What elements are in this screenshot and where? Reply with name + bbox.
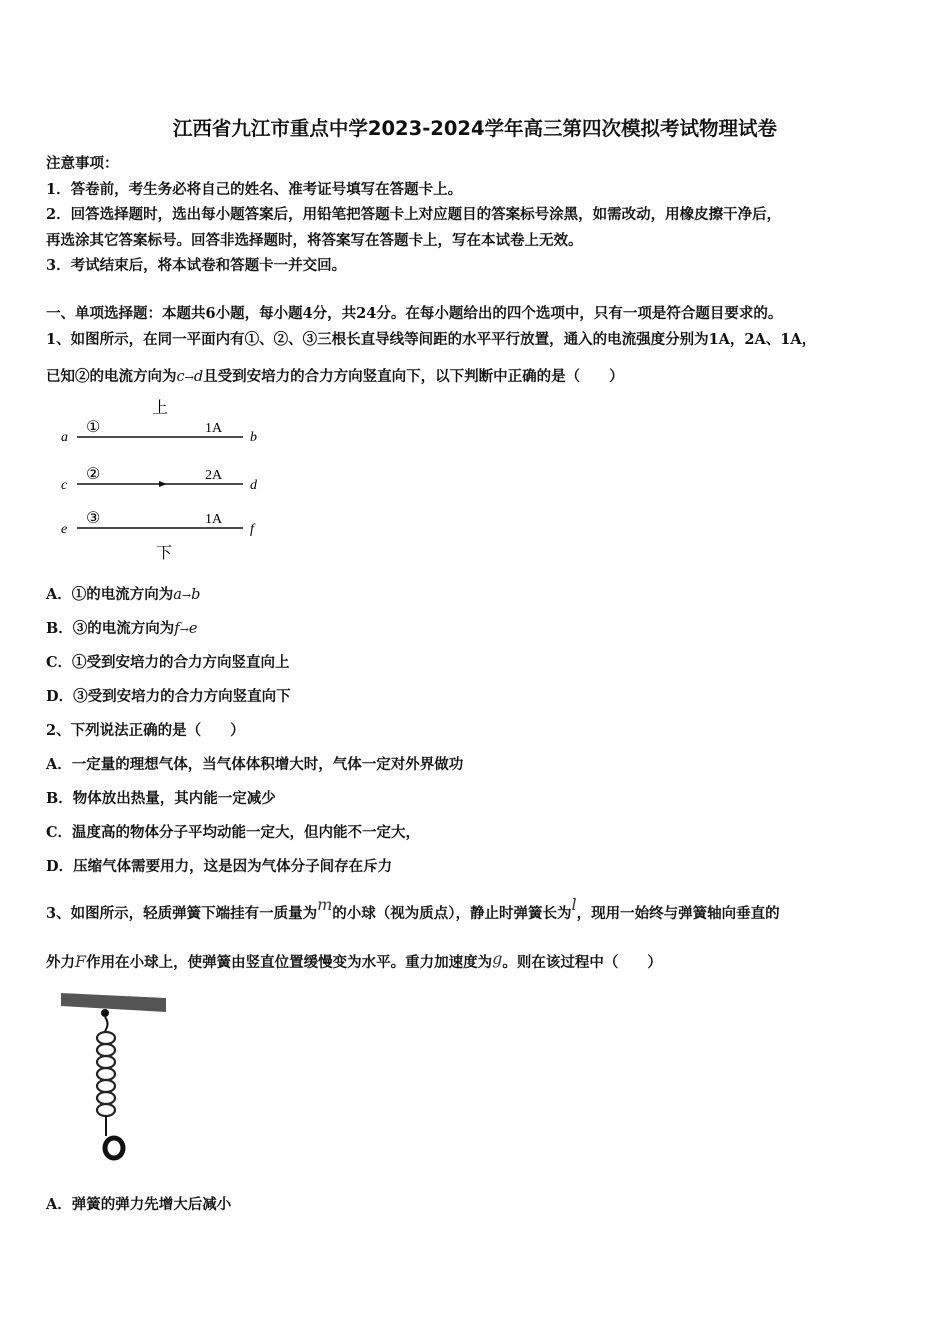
q3-option-a[interactable]: A．弹簧的弹力先增大后减小: [46, 1196, 232, 1213]
q2-option-d[interactable]: D．压缩气体需要用力，这是因为气体分子间存在斥力: [46, 858, 393, 875]
q3-var-g: g: [492, 949, 503, 968]
q1-option-a-arrow: →: [181, 589, 192, 602]
notice-item-2: 2．回答选择题时，选出每小题答案后，用铅笔把答题卡上对应题目的答案标号涂黑，如需改动，用橡皮擦干净后，: [46, 206, 782, 223]
q1-option-a-text: A．①的电流方向为: [46, 586, 174, 603]
q1-stem-line2: [46, 365, 624, 386]
q3-stem-line1: [46, 895, 780, 923]
q1-arrow: →: [184, 371, 194, 384]
wire3-left-label: e: [61, 522, 68, 537]
q1-option-b-arrow: →: [179, 623, 189, 636]
q2-option-a[interactable]: A．一定量的理想气体，当气体体积增大时，气体一定对外界做功: [46, 756, 464, 773]
q1-option-a-var1: a: [173, 587, 182, 603]
q2-option-c[interactable]: C．温度高的物体分子平均动能一定大，但内能不一定大，: [46, 824, 421, 841]
q1-wire-figure: [55, 395, 275, 565]
figure-label-top: 上: [152, 400, 169, 417]
q1-option-a-var2: b: [191, 587, 201, 603]
q1-option-b-var2: e: [188, 621, 198, 637]
q3-text-e: 作用在小球上，使弹簧由竖直位置缓慢变为水平。重力加速度为: [86, 954, 493, 971]
q3-text-c: ，现用一始终与弹簧轴向垂直的: [576, 905, 780, 922]
q1-option-c[interactable]: C．①受到安培力的合力方向竖直向上: [46, 654, 290, 671]
wire1-number: ①: [86, 419, 101, 436]
notice-item-1: 1．答卷前，考生务必将自己的姓名、准考证号填写在答题卡上。: [46, 181, 463, 198]
wire1-left-label: a: [61, 430, 68, 445]
q1-var-d: d: [193, 369, 204, 385]
notice-item-3: 3．考试结束后，将本试卷和答题卡一并交回。: [46, 257, 347, 274]
q2-option-b[interactable]: B．物体放出热量，其内能一定减少: [46, 790, 276, 807]
q1-option-a[interactable]: [46, 583, 200, 604]
spring-top: [105, 1017, 108, 1031]
q3-text-a: 3、如图所示，轻质弹簧下端挂有一质量为: [46, 905, 318, 922]
wire2-right-label: d: [250, 478, 257, 493]
notice-heading: 注意事项：: [46, 155, 119, 172]
wire2-current: 2A: [205, 468, 223, 483]
spring-coils: [97, 1032, 115, 1116]
wire3-right-label: f: [250, 522, 254, 537]
q1-stem-text-a: 已知②的电流方向为: [46, 368, 177, 385]
q3-text-b: 的小球（视为质点），静止时弹簧长为: [332, 905, 572, 922]
ball: [105, 1138, 123, 1158]
spring-hook: [101, 1009, 109, 1017]
ceiling-bar: [61, 993, 166, 1012]
q1-var-c: c: [176, 369, 185, 385]
q3-text-f: 。则在该过程中（ ）: [502, 954, 662, 971]
q3-stem-line2: [46, 951, 662, 972]
wire1-right-label: b: [250, 430, 257, 445]
wire2-direction-arrow: [159, 481, 167, 487]
q3-spring-figure: [58, 990, 173, 1165]
q2-stem: 2、下列说法正确的是（ ）: [46, 722, 245, 739]
notice-item-2-cont: 再选涂其它答案标号。回答非选择题时，将答案写在答题卡上，写在本试卷上无效。: [46, 232, 583, 249]
q1-stem-line1: 1、如图所示，在同一平面内有①、②、③三根长直导线等间距的水平平行放置，通入的电流强度分别为1A，2A、1A，: [46, 331, 817, 348]
wire3-number: ③: [86, 510, 101, 527]
q3-var-m: m: [317, 895, 333, 914]
q1-stem-text-b: 且受到安培力的合力方向竖直向下，以下判断中正确的是（ ）: [203, 368, 624, 385]
q3-var-l: l: [571, 895, 577, 914]
wire3-current: 1A: [205, 512, 223, 527]
figure-label-bottom: 下: [156, 545, 173, 562]
exam-title: 江西省九江市重点中学2023-2024学年高三第四次模拟考试物理试卷: [172, 117, 778, 140]
wire2-number: ②: [86, 466, 101, 483]
wire2-left-label: c: [61, 478, 68, 493]
q1-option-b-text: B．③的电流方向为: [46, 620, 175, 637]
q3-text-d: 外力: [46, 954, 75, 971]
q3-var-F: F: [75, 952, 87, 971]
section-heading: 一、单项选择题：本题共6小题，每小题4分，共24分。在每小题给出的四个选项中，只有一项是符合题目要求的。: [46, 305, 783, 322]
wire1-current: 1A: [205, 421, 223, 436]
q1-option-d[interactable]: D．③受到安培力的合力方向竖直向下: [46, 688, 291, 705]
q1-option-b-var1: f: [174, 621, 180, 637]
q1-option-b[interactable]: [46, 617, 197, 638]
